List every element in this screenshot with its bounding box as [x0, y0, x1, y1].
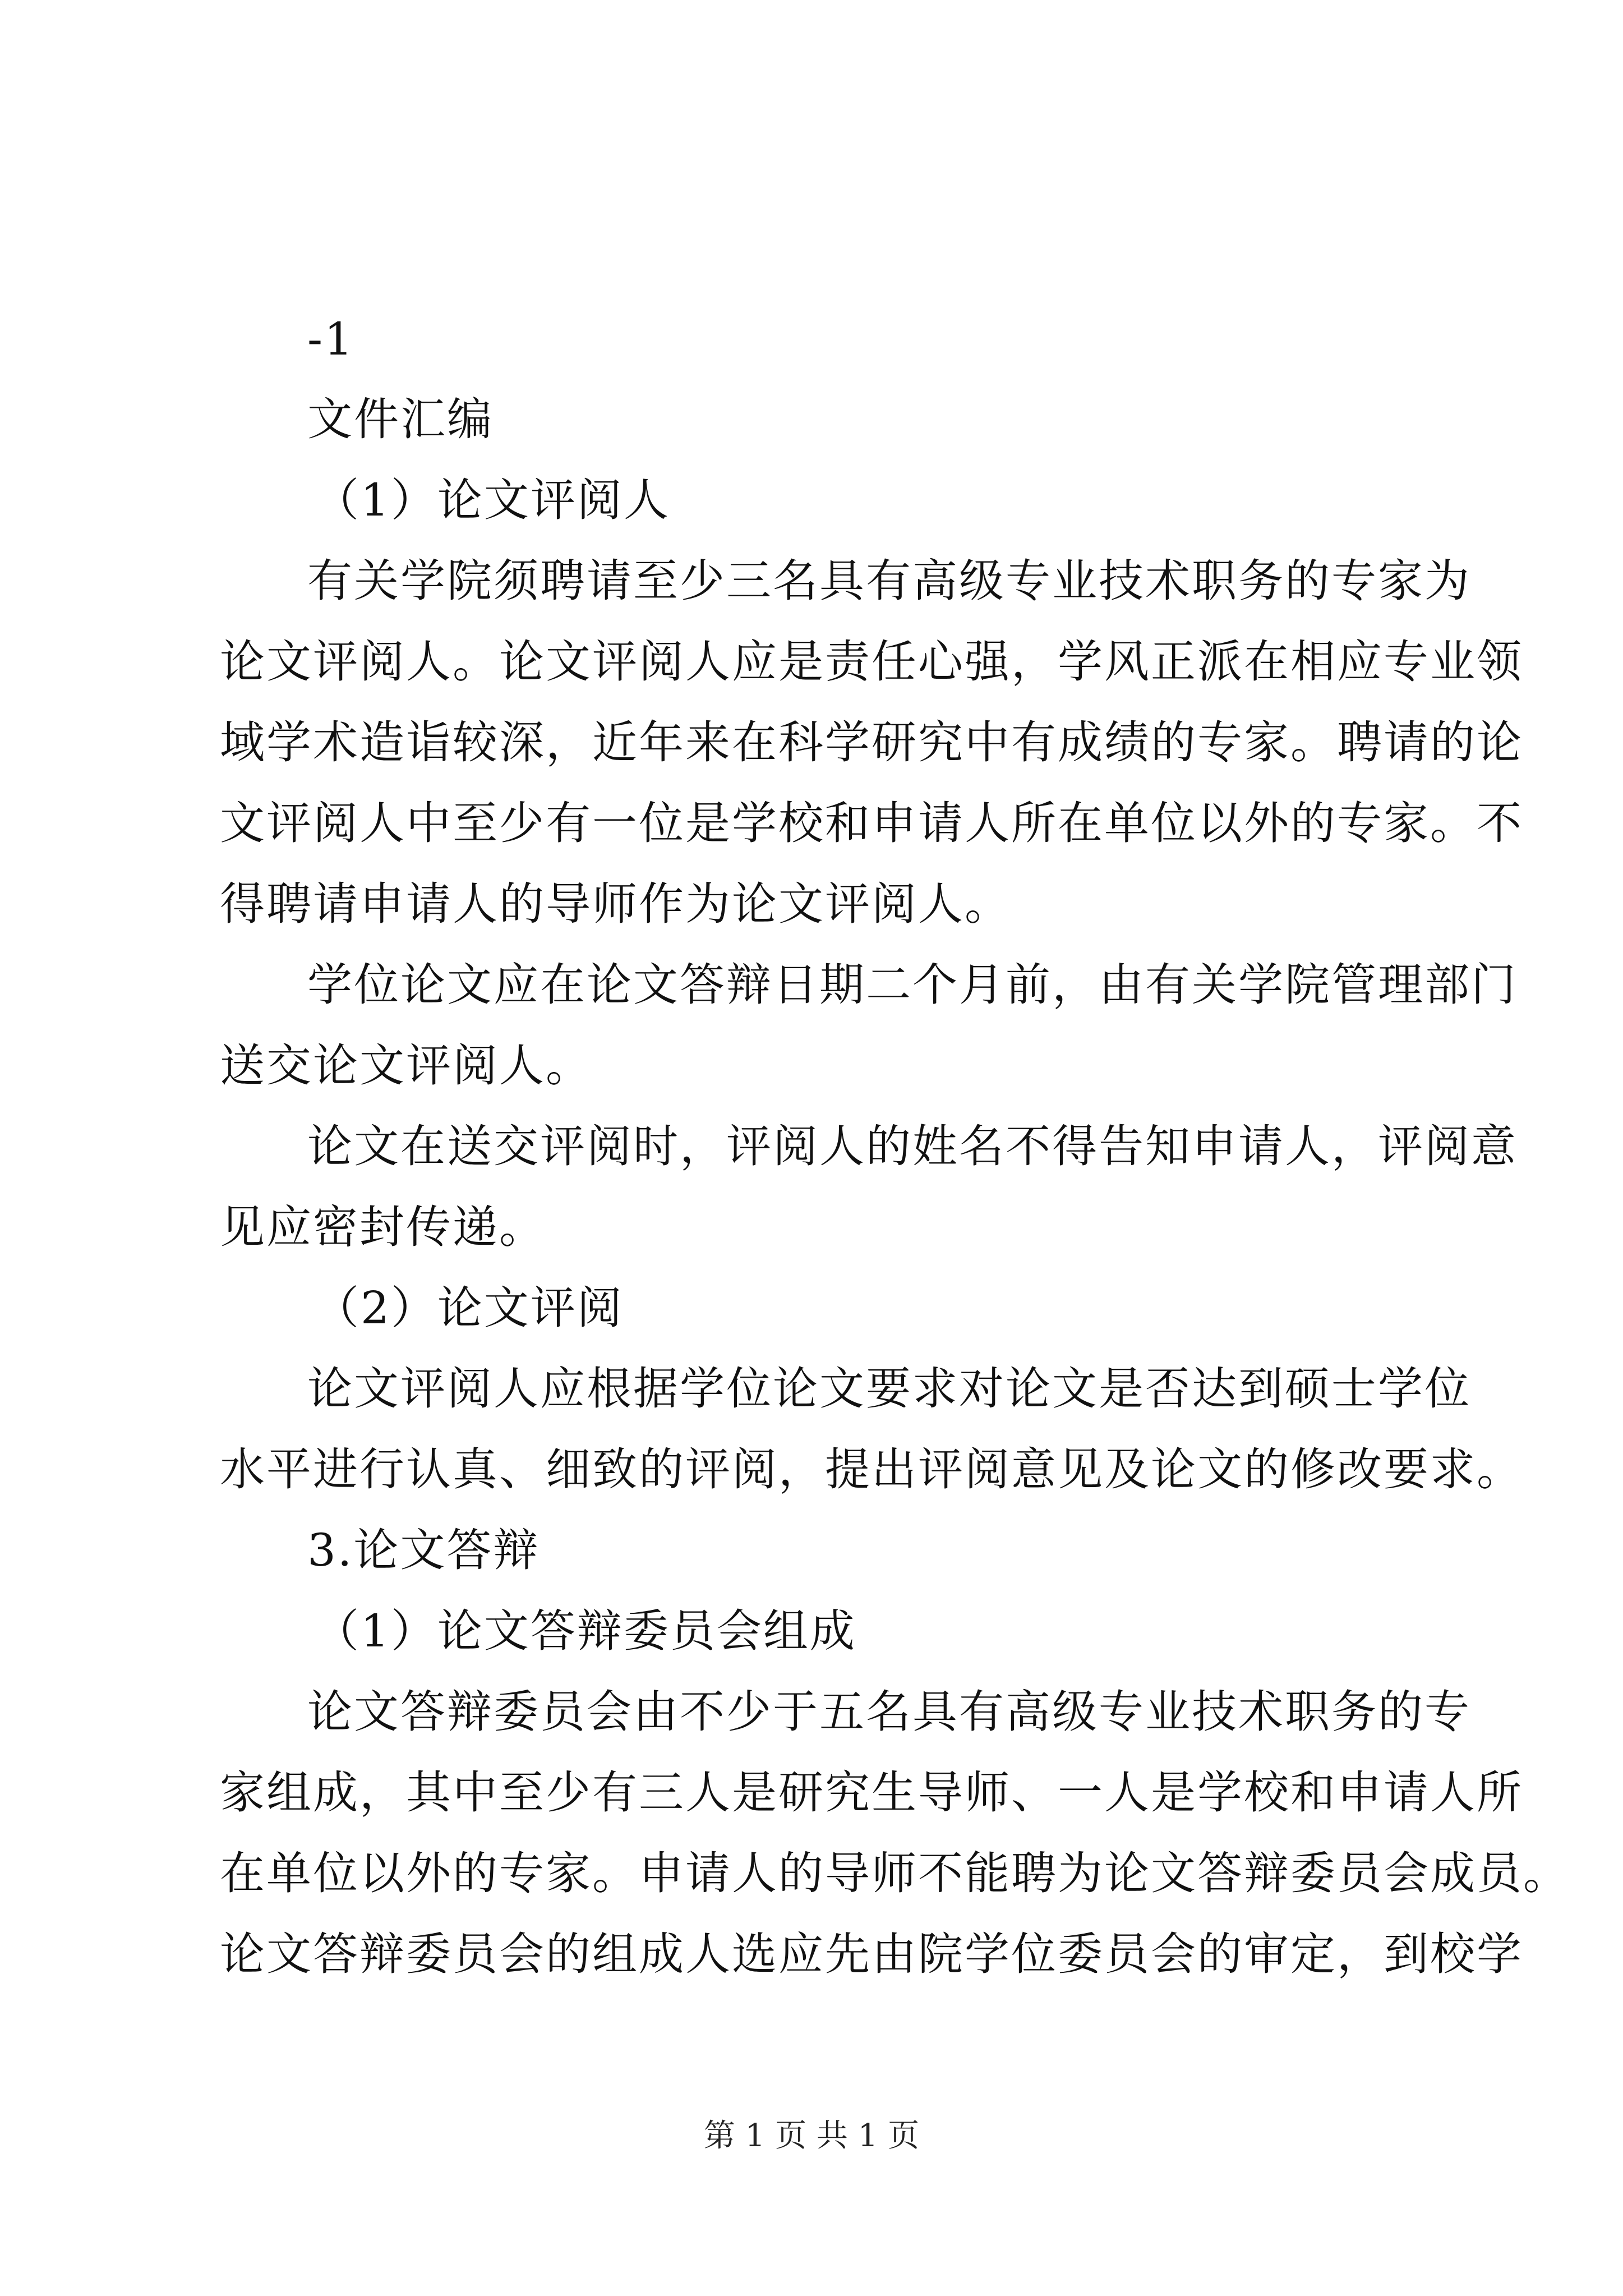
paragraph-line: 家组成，其中至少有三人是研究生导师、一人是学校和申请人所 — [220, 1766, 1523, 1819]
page-fragment-marker: -1 — [307, 313, 354, 365]
paragraph-line: 论文答辩委员会的组成人选应先由院学位委员会的审定，到校学 — [220, 1928, 1523, 1980]
paragraph-line: 送交论文评阅人。 — [220, 1039, 592, 1092]
paragraph-line: 论文评阅人。论文评阅人应是责任心强，学风正派在相应专业领 — [220, 636, 1523, 688]
subsection-heading: （1）论文答辩委员会组成 — [314, 1605, 856, 1657]
section-heading: 3.论文答辩 — [307, 1524, 540, 1576]
paragraph-line: 学位论文应在论文答辩日期二个月前，由有关学院管理部门 — [307, 959, 1518, 1011]
paragraph-line: 得聘请申请人的导师作为论文评阅人。 — [220, 878, 1011, 930]
paragraph-line: 有关学院须聘请至少三名具有高级专业技术职务的专家为 — [307, 555, 1471, 607]
paragraph-line: 见应密封传递。 — [220, 1201, 546, 1253]
section-title: 文件汇编 — [307, 393, 494, 445]
subsection-heading: （2）论文评阅 — [314, 1282, 624, 1334]
subsection-heading: （1）论文评阅人 — [314, 474, 670, 526]
paragraph-line: 水平进行认真、细致的评阅，提出评阅意见及论文的修改要求。 — [220, 1443, 1523, 1496]
paragraph-line: 论文在送交评阅时，评阅人的姓名不得告知申请人，评阅意 — [307, 1120, 1518, 1172]
paragraph-line: 域学术造诣较深，近年来在科学研究中有成绩的专家。聘请的论 — [220, 716, 1523, 769]
paragraph-line: 论文答辩委员会由不少于五名具有高级专业技术职务的专 — [307, 1686, 1471, 1738]
page-number-footer: 第 1 页 共 1 页 — [703, 2118, 920, 2154]
paragraph-line: 论文评阅人应根据学位论文要求对论文是否达到硕士学位 — [307, 1363, 1471, 1415]
paragraph-line: 在单位以外的专家。申请人的导师不能聘为论文答辩委员会成员。 — [220, 1847, 1570, 1899]
paragraph-line: 文评阅人中至少有一位是学校和申请人所在单位以外的专家。不 — [220, 797, 1523, 849]
